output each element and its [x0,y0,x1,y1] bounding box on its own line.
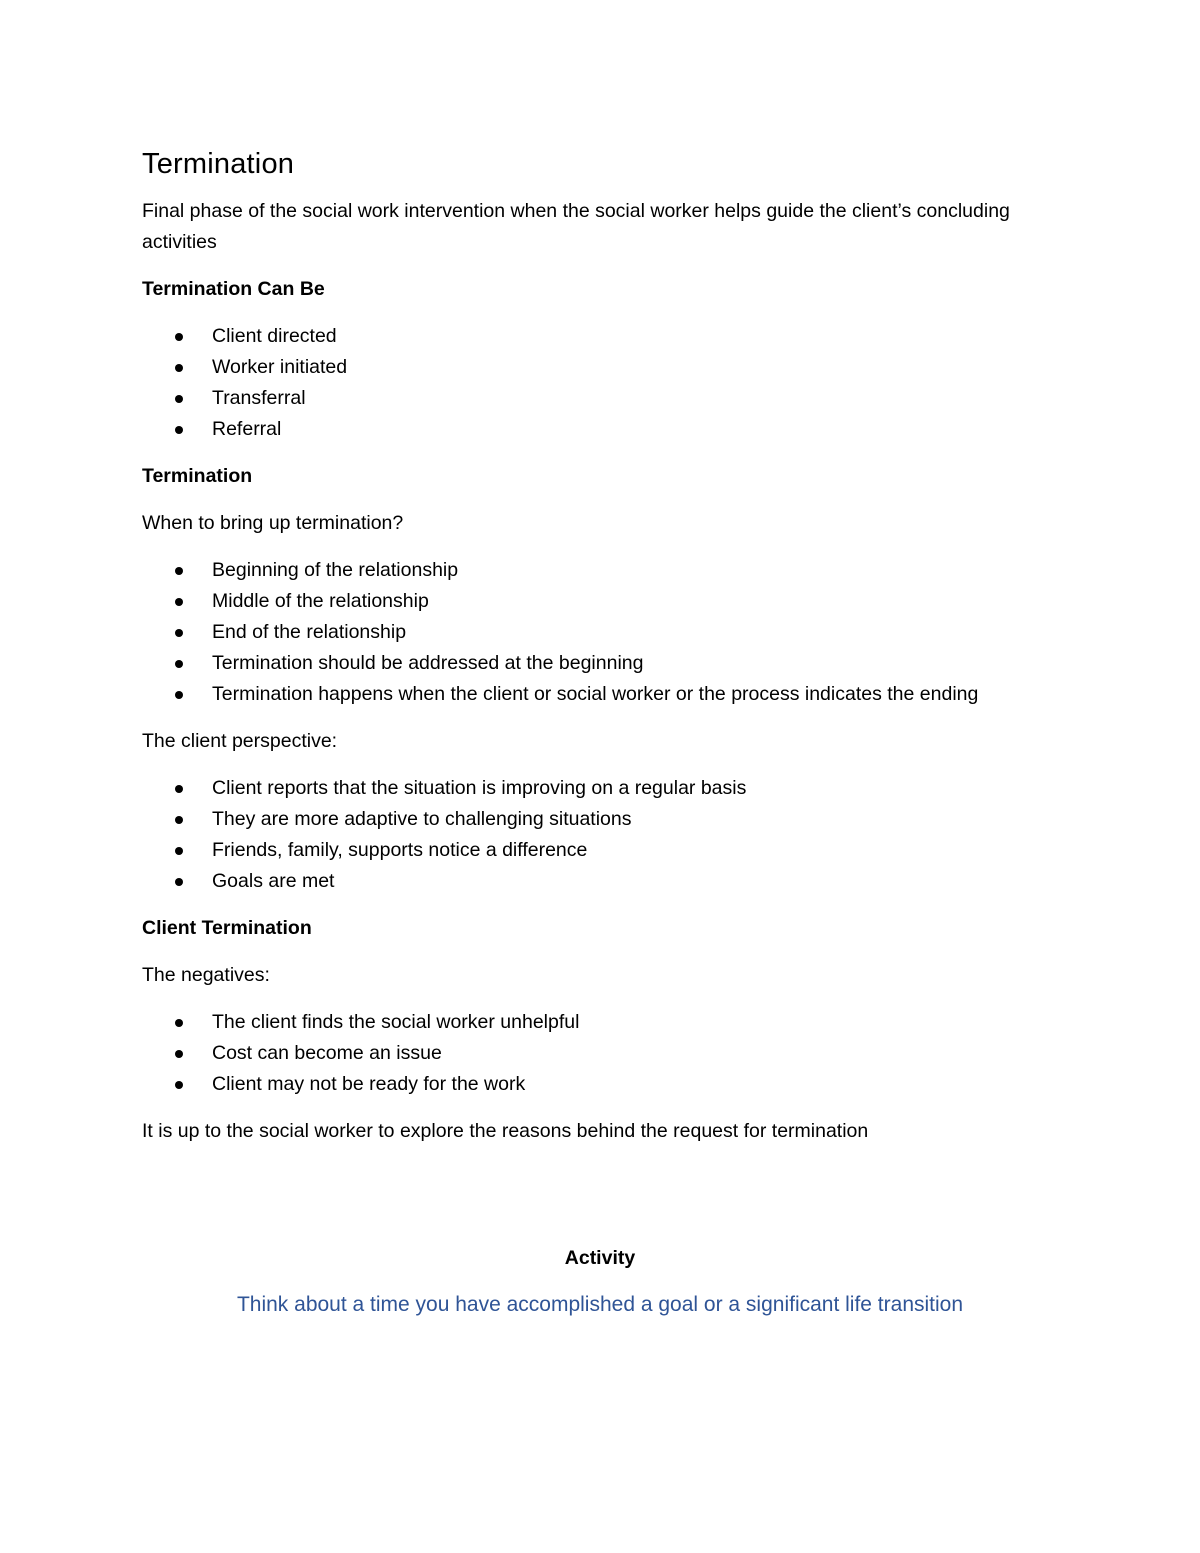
list-item: The client finds the social worker unhelpful [142,1007,1022,1038]
bullet-icon [175,816,183,824]
list-item: End of the relationship [142,617,1022,648]
bullet-icon [175,333,183,341]
list-item: Termination happens when the client or social worker or the process indicates the ending [142,679,1022,710]
document-body [142,140,1022,1147]
bullet-icon [175,878,183,886]
bullet-icon [175,847,183,855]
section-heading-termination: Termination [142,465,253,487]
bullet-icon [175,629,183,637]
list-item: Client directed [142,321,1022,352]
bullet-icon [175,1081,183,1089]
section-heading-termination-can-be: Termination Can Be [142,278,325,300]
document-title: Termination [142,148,295,180]
list-item: Cost can become an issue [142,1038,1022,1069]
list-item: Client may not be ready for the work [142,1069,1022,1100]
list-item: Termination should be addressed at the beginning [142,648,1022,679]
activity-prompt: Think about a time you have accomplished a goal or a significant life transition [236,1293,964,1316]
list-item: Goals are met [142,866,1022,897]
list-item: Referral [142,414,1022,445]
bullet-icon [175,660,183,668]
bullet-icon [175,364,183,372]
closing-paragraph: It is up to the social worker to explore the reasons behind the request for termination [142,1120,869,1142]
bullet-icon [175,1050,183,1058]
list-item: They are more adaptive to challenging situations [142,804,1022,835]
intro-paragraph: Final phase of the social work intervention when the social worker helps guide the client’s concluding activities [142,200,1010,253]
list-item: Worker initiated [142,352,1022,383]
client-perspective-label: The client perspective: [142,730,338,752]
negatives-label: The negatives: [142,964,270,986]
bullet-icon [175,785,183,793]
termination-types-list [142,321,1022,445]
when-question: When to bring up termination? [142,512,404,534]
bullet-icon [175,691,183,699]
list-item: Transferral [142,383,1022,414]
timing-list [142,555,1022,710]
bullet-icon [175,395,183,403]
bullet-icon [175,1019,183,1027]
section-heading-client-termination: Client Termination [142,917,312,939]
list-item: Middle of the relationship [142,586,1022,617]
client-perspective-list [142,773,1022,897]
bullet-icon [175,567,183,575]
bullet-icon [175,598,183,606]
list-item: Friends, family, supports notice a difference [142,835,1022,866]
negatives-list [142,1007,1022,1100]
list-item: Beginning of the relationship [142,555,1022,586]
activity-heading: Activity [564,1247,636,1269]
bullet-icon [175,426,183,434]
list-item: Client reports that the situation is improving on a regular basis [142,773,1022,804]
